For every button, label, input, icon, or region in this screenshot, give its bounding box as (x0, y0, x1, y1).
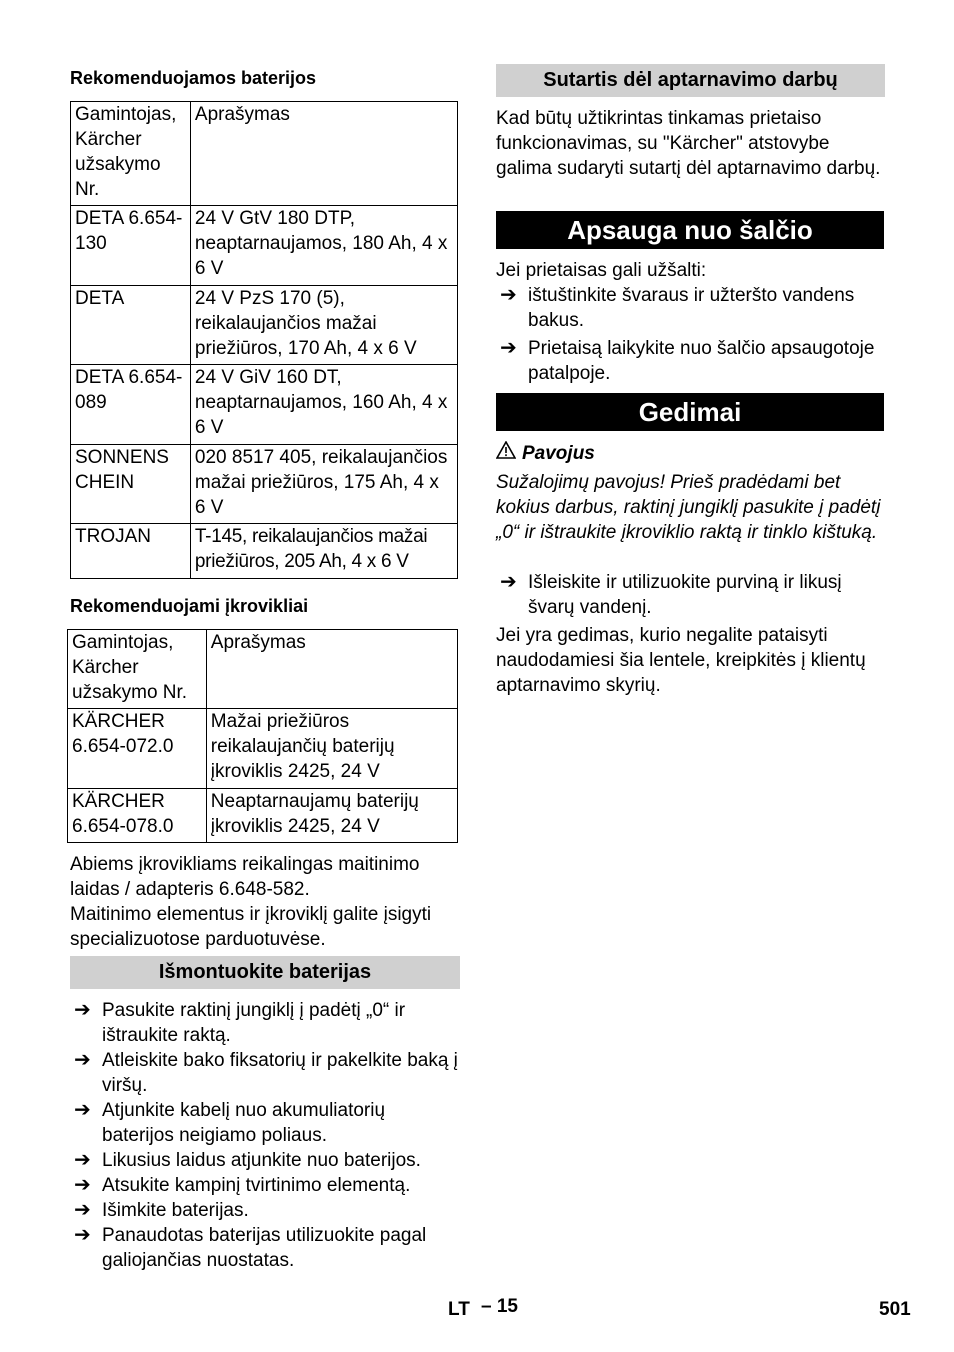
list-item: ➔ Atjunkite kabelį nuo akumuliatorių baterijos neigiamo poliaus. (74, 1099, 386, 1146)
batteries-table (70, 101, 458, 579)
list-item: ➔ ištuštinkite švaraus ir užteršto vandens bakus. (500, 284, 855, 331)
arrow-right-icon: ➔ (500, 571, 517, 593)
arrow-right-icon: ➔ (74, 1174, 91, 1196)
list-item: ➔ Panaudotas baterijas utilizuokite pagal galiojančias nuostatas. (74, 1224, 427, 1271)
frost-steps-list (496, 283, 888, 386)
warning-triangle-icon (496, 441, 516, 466)
arrow-right-icon: ➔ (74, 1049, 91, 1071)
service-contract-text: Kad būtų užtikrintas tinkamas prietaiso funkcionavimas, su "Kärcher" atstovybe galima sudaryti sutartį dėl aptarnavimo darbų. (496, 108, 881, 179)
faults-heading: Gedimai (496, 393, 884, 431)
chargers-heading: Rekomenduojami įkrovikliai (70, 596, 309, 616)
table-header-row (71, 102, 458, 206)
chargers-table (67, 629, 458, 843)
table-cell: DETA 6.654-130 (71, 206, 191, 286)
table-cell: 24 V PzS 170 (5), reikalaujančios mažai priežiūros, 170 Ah, 4 x 6 V (190, 286, 457, 365)
table-cell: SONNENS CHEIN (71, 445, 191, 524)
table-cell: Mažai priežiūros reikalaujančių baterijų įkroviklis 2425, 24 V (206, 709, 457, 789)
frost-intro: Jei prietaisas gali užšalti: (496, 260, 707, 281)
arrow-right-icon: ➔ (74, 999, 91, 1021)
danger-heading: Pavojus (496, 441, 595, 466)
table-cell: KÄRCHER 6.654-072.0 (68, 709, 207, 789)
footer-local-page: – 15 (481, 1296, 518, 1317)
fault-help-text: Jei yra gedimas, kurio negalite pataisyti naudodamiesi šia lentele, kreipkitės į klientų aptarnavimo skyrių. (496, 625, 866, 696)
arrow-right-icon: ➔ (74, 1099, 91, 1121)
table-row (71, 524, 458, 579)
list-item: ➔ Atsukite kampinį tvirtinimo elementą. (74, 1174, 411, 1196)
arrow-right-icon: ➔ (74, 1199, 91, 1221)
table-cell: 24 V GiV 160 DT, neaptarnaujamos, 160 Ah, 4 x 6 V (190, 365, 457, 445)
table-row (71, 365, 458, 445)
table-cell: Neaptarnaujamų baterijų įkroviklis 2425, 24 V (206, 789, 457, 843)
footer-language: LT (448, 1299, 470, 1320)
table-row (68, 709, 458, 789)
remove-steps-list (70, 998, 462, 1273)
charger-cable-note: Abiems įkrovikliams reikalingas maitinimo laidas / adapteris 6.648-582. (70, 854, 420, 900)
table-cell: Gamintojas, Kärcher užsakymo Nr. (71, 102, 191, 206)
fault-steps-list (496, 570, 888, 620)
table-row (68, 789, 458, 843)
list-item: ➔ Išleiskite ir utilizuokite purviną ir likusį švarų vandenį. (500, 571, 842, 618)
table-row (71, 286, 458, 365)
list-item: ➔ Išimkite baterijas. (74, 1199, 249, 1221)
purchase-note: Maitinimo elementus ir įkroviklį galite įsigyti specializuotose parduotuvėse. (70, 904, 432, 950)
table-cell: Aprašymas (190, 102, 457, 206)
list-item: ➔ Pasukite raktinį jungiklį į padėtį „0“ ir ištraukite raktą. (74, 999, 406, 1046)
table-cell: Aprašymas (206, 630, 457, 709)
danger-text: Sužalojimų pavojus! Prieš pradėdami bet kokius darbus, raktinį jungiklį pasukite į padėtį „0“ ir ištraukite įkroviklio raktą ir tinklo kištuką. (496, 472, 881, 543)
arrow-right-icon: ➔ (74, 1224, 91, 1246)
table-row (71, 445, 458, 524)
table-cell: KÄRCHER 6.654-078.0 (68, 789, 207, 843)
footer-page-number: 501 (879, 1299, 911, 1320)
table-cell: DETA (71, 286, 191, 365)
table-cell: 24 V GtV 180 DTP, neaptarnaujamos, 180 Ah, 4 x 6 V (190, 206, 457, 286)
table-cell: Gamintojas, Kärcher užsakymo Nr. (68, 630, 207, 709)
arrow-right-icon: ➔ (74, 1149, 91, 1171)
arrow-right-icon: ➔ (500, 284, 517, 306)
table-cell: 020 8517 405, reikalaujančios mažai priežiūros, 175 Ah, 4 x 6 V (190, 445, 457, 524)
table-cell: DETA 6.654-089 (71, 365, 191, 445)
table-cell: T-145, reikalaujančios mažai priežiūros, 205 Ah, 4 x 6 V (190, 524, 457, 579)
remove-batteries-heading: Išmontuokite baterijas (70, 956, 460, 989)
service-contract-heading: Sutartis dėl aptarnavimo darbų (496, 64, 885, 97)
table-header-row (68, 630, 458, 709)
frost-protection-heading: Apsauga nuo šalčio (496, 211, 884, 249)
list-item: ➔ Prietaisą laikykite nuo šalčio apsaugotoje patalpoje. (500, 337, 875, 384)
list-item: ➔ Atleiskite bako fiksatorių ir pakelkite baką į viršų. (74, 1049, 458, 1096)
list-item: ➔ Likusius laidus atjunkite nuo baterijos. (74, 1149, 421, 1171)
arrow-right-icon: ➔ (500, 337, 517, 359)
table-cell: TROJAN (71, 524, 191, 579)
batteries-heading: Rekomenduojamos baterijos (70, 68, 317, 88)
table-row (71, 206, 458, 286)
